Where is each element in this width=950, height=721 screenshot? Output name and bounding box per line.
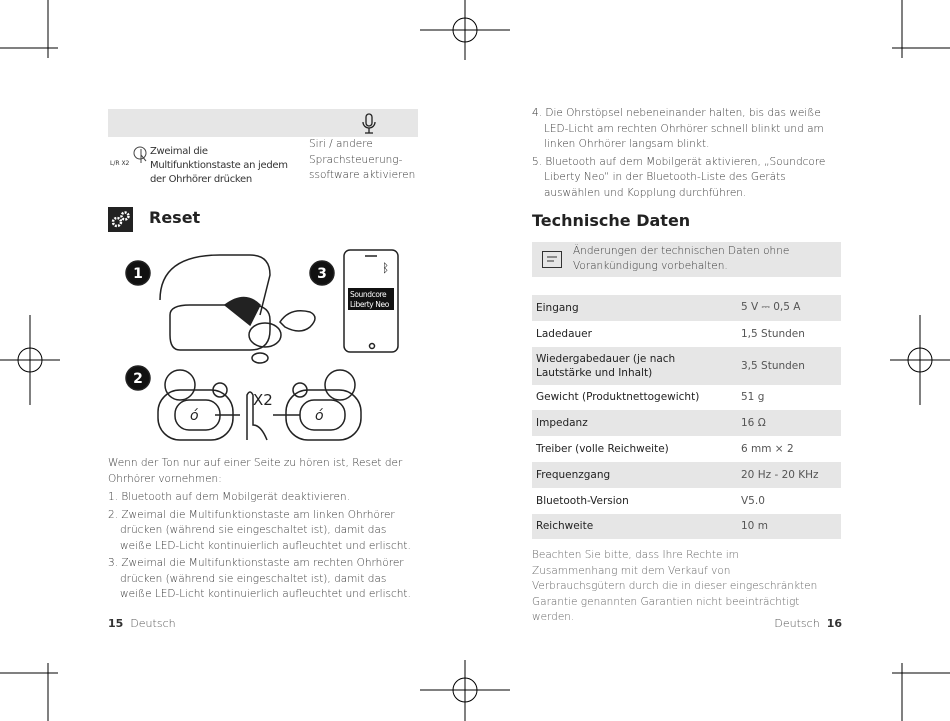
disclaimer: Beachten Sie bitte, dass Ihre Rechte im Zusammenhang mit dem Verkauf von Verbrauchsgütern durch die in dieser eingeschränkten Garantie genannten Garantien nicht beeinträchtigt werden. — [532, 549, 818, 623]
svg-text:2: 2 — [133, 371, 143, 387]
svg-text:Soundcore: Soundcore — [350, 290, 387, 299]
svg-text:3: 3 — [317, 266, 327, 282]
right-footer — [774, 617, 842, 630]
footer-language: Deutsch — [774, 617, 820, 630]
table-row: Ladedauer 1,5 Stunden — [536, 327, 805, 340]
svg-text:ó: ó — [315, 408, 324, 424]
table-row: Impedanz 16 Ω — [532, 410, 841, 436]
reset-steps — [108, 490, 420, 605]
reset-title: Reset — [149, 208, 201, 227]
svg-text:1: 1 — [133, 266, 143, 282]
reset-illustration — [110, 240, 420, 450]
gears-icon — [108, 207, 133, 232]
list-item: 1. Bluetooth auf dem Mobilgerät deaktivieren. — [108, 491, 350, 503]
table-row: Gewicht (Produktnettogewicht) 51 g — [536, 391, 765, 404]
svg-text:ó: ó — [190, 408, 199, 424]
list-item: 2. Zweimal die Multifunktionstaste am linken Ohrhörer drücken (während sie eingeschaltet ist), damit das weiße LED-Licht kontinuierlich aufleuchtet und erlischt. — [108, 508, 411, 552]
table-row: Wiedergabedauer (je nach Lautstärke und Inhalt) 3,5 Stunden — [532, 347, 841, 385]
footer-language: Deutsch — [130, 617, 176, 630]
reset-intro: Wenn der Ton nur auf einer Seite zu hören ist, Reset der Ohrhörer vornehmen: — [108, 457, 403, 485]
pairing-steps — [532, 106, 844, 203]
note-box — [532, 242, 841, 277]
list-item: 4. Die Ohrstöpsel nebeneinander halten, bis das weiße LED-Licht am rechten Ohrhörer schnell blinkt und am linken Ohrhörer langsam blinkt. — [532, 107, 824, 150]
bluetooth-icon: ᛒ — [382, 261, 390, 275]
note-text: Änderungen der technischen Daten ohne Vorankündigung vorbehalten. — [573, 245, 790, 272]
list-item: 5. Bluetooth auf dem Mobilgerät aktivieren, „Soundcore Liberty Neo“ in der Bluetooth-Liste des Geräts auswählen und Kopplung durchführen. — [532, 155, 826, 199]
table-row: Treiber (volle Reichweite) 6 mm × 2 — [536, 443, 794, 456]
note-icon — [542, 251, 562, 268]
voice-result-text: Siri / andere Sprachsteuerung-ssoftware aktivieren — [309, 138, 416, 181]
list-item: 3. Zweimal die Multifunktionstaste am rechten Ohrhörer drücken (während sie eingeschaltet ist), damit das weiße LED-Licht kontinuierlich aufleuchtet und erlischt. — [108, 557, 411, 600]
page-number: 15 — [108, 617, 124, 630]
page-number: 16 — [826, 617, 842, 630]
table-row: Reichweite 10 m — [532, 514, 841, 540]
voice-table-header — [108, 109, 418, 137]
svg-text:X2: X2 — [253, 391, 273, 409]
spec-table — [532, 295, 841, 539]
table-row: Bluetooth-Version V5.0 — [536, 494, 765, 507]
tech-data-title: Technische Daten — [532, 211, 691, 230]
svg-text:Liberty Neo: Liberty Neo — [350, 300, 389, 309]
table-row: Eingang 5 V ⎓ 0,5 A — [532, 295, 841, 321]
left-footer — [108, 617, 176, 630]
double-tap-gesture-icon: L/R X2 — [110, 145, 153, 167]
table-row: Frequenzgang 20 Hz - 20 KHz — [532, 462, 841, 488]
voice-action-text: Zweimal die Multifunktionstaste an jedem der Ohrhörer drücken — [150, 146, 288, 185]
microphone-icon — [362, 113, 376, 135]
